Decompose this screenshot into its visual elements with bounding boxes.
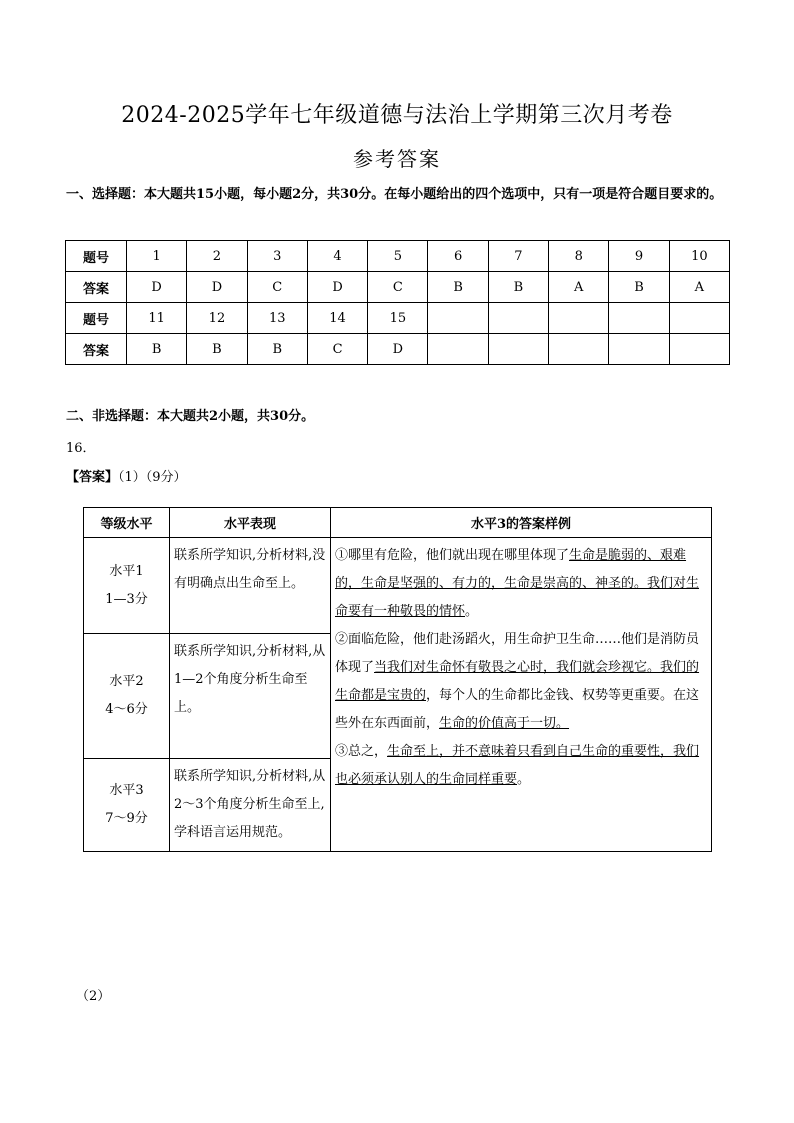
cell [488,334,548,365]
cell: 6 [428,241,488,272]
cell: 13 [247,303,307,334]
cell: B [187,334,247,365]
level-description: 联系所学知识,分析材料,没有明确点出生命至上。 [174,548,326,591]
sample-paragraph-3 [331,738,711,794]
cell [549,334,609,365]
section1-instructions: 一、选择题：本大题共15小题，每小题2分，共30分。在每小题给出的四个选项中，只有一项是符合题目要求的。 [66,187,723,202]
sample-underlined-text: 生命的价值高于一切。 [439,716,570,731]
table-row [84,538,712,634]
sample-text: ①哪里有危险，他们就出现在哪里体现了 [335,548,570,563]
cell: B [428,272,488,303]
cell: 2 [187,241,247,272]
level-cell [84,634,170,759]
answer-label: 【答案】 [66,470,119,485]
part-1-label: （1）（9分） [118,470,187,485]
header-sample: 水平3的答案样例 [331,508,712,538]
cell: 4 [307,241,367,272]
level-score: 1—3分 [105,591,148,607]
cell: 8 [549,241,609,272]
level-cell [84,759,170,852]
cell: C [307,334,367,365]
cell: 1 [127,241,187,272]
cell: 7 [488,241,548,272]
performance-cell [170,634,331,759]
cell: 3 [247,241,307,272]
cell [669,303,729,334]
cell [609,303,669,334]
cell [669,334,729,365]
cell: 10 [669,241,729,272]
cell: D [368,334,428,365]
sample-answer-cell [331,538,712,852]
level-name: 水平3 [109,783,144,798]
table-row [66,272,730,303]
cell [488,303,548,334]
cell: A [549,272,609,303]
cell: D [187,272,247,303]
cell: B [488,272,548,303]
level-score: 4～6分 [105,702,148,717]
cell: A [669,272,729,303]
cell: C [247,272,307,303]
sample-underlined-text: 生命是脆弱的、艰难的，生命是坚强的、有力的，生命是崇高的、神圣的。我们对生命要有一种敬畏的情怀 [335,548,700,619]
sample-underlined-text: 当我们对生命怀有敬畏之心时，我们就会珍视它。我们的生命都是宝贵的 [335,660,700,703]
level-description: 联系所学知识,分析材料,从1—2个角度分析生命至上。 [174,644,326,715]
row-label: 题号 [66,303,127,334]
sample-underlined-text: 生命至上，并不意味着只看到自己生命的重要性，我们也必须承认别人的生命同样重要 [335,744,700,787]
part-2-label: （2） [76,989,111,1004]
question-16-number: 16． [66,441,96,456]
cell: B [609,272,669,303]
sample-text: 。 [517,772,531,787]
question-16-answer-heading [66,466,187,485]
sample-paragraph-2 [331,626,711,738]
row-label: 题号 [66,241,127,272]
table-row [66,334,730,365]
sample-text: 。 [465,604,479,619]
cell [609,334,669,365]
table-row [66,303,730,334]
level-score: 7～9分 [105,811,148,826]
cell: B [247,334,307,365]
cell: 5 [368,241,428,272]
cell: 12 [187,303,247,334]
page-title: 2024-2025学年七年级道德与法治上学期第三次月考卷 [121,103,673,128]
answer-table [65,240,730,365]
performance-cell [170,759,331,852]
table-row [66,241,730,272]
cell: 15 [368,303,428,334]
level-description: 联系所学知识,分析材料,从2～3个角度分析生命至上,学科语言运用规范。 [174,769,326,840]
row-label: 答案 [66,272,127,303]
level-name: 水平1 [109,563,144,579]
section2-instructions: 二、非选择题：本大题共2小题，共30分。 [66,409,315,424]
rubric-table [83,507,712,852]
sample-text: ③总之， [335,744,388,759]
sample-text: ，每个人的生命都比金钱、权势等更重要。在这些外在东西面前， [335,688,700,731]
level-name: 水平2 [109,674,144,689]
cell: D [127,272,187,303]
cell: 9 [609,241,669,272]
cell [428,334,488,365]
table-header-row [84,508,712,538]
level-cell [84,538,170,634]
cell [428,303,488,334]
cell [549,303,609,334]
cell: 14 [307,303,367,334]
header-performance: 水平表现 [170,508,331,538]
performance-cell [170,538,331,634]
cell: D [307,272,367,303]
page-subtitle: 参考答案 [353,147,441,171]
header-level: 等级水平 [84,508,170,538]
cell: 11 [127,303,187,334]
sample-paragraph-1 [331,542,711,626]
row-label: 答案 [66,334,127,365]
sample-text: ②面临危险，他们赴汤蹈火，用生命护卫生命……他们是消防员体现了 [335,632,700,675]
cell: B [127,334,187,365]
cell: C [368,272,428,303]
